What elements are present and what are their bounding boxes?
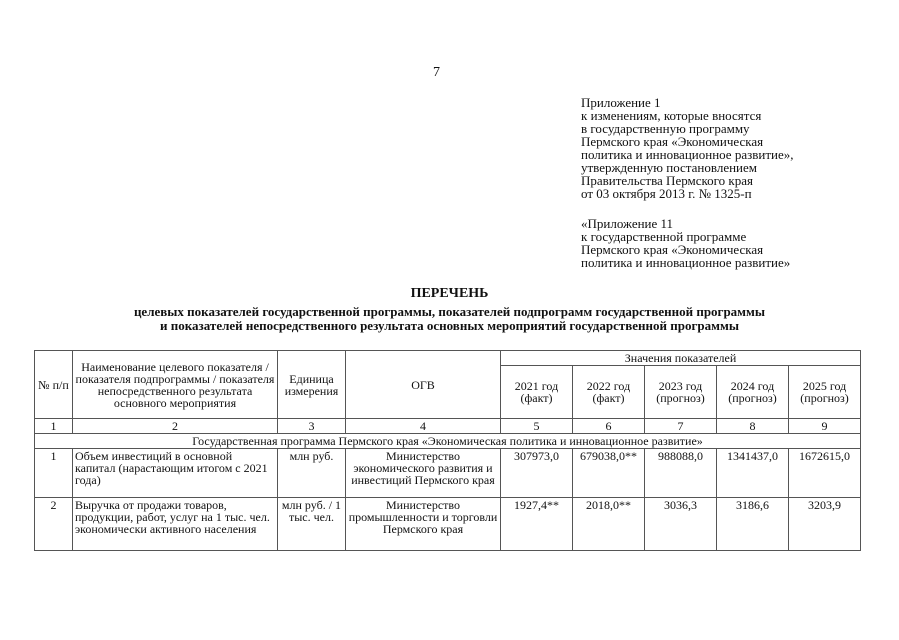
row-value: 3203,9 [789, 498, 861, 551]
table-row [35, 498, 861, 551]
row-value: 307973,0 [501, 449, 573, 498]
header-row [35, 351, 861, 366]
header-num: № п/п [35, 351, 73, 419]
row-name: Выручка от продажи товаров, продукции, работ, услуг на 1 тыс. чел. экономически активного населения [73, 498, 278, 551]
row-value: 679038,0** [573, 449, 645, 498]
appendix-line: утвержденную постановлением [581, 160, 758, 175]
appendix-line: Пермского края «Экономическая [581, 242, 764, 257]
row-value: 2018,0** [573, 498, 645, 551]
appendix-line: к изменениям, которые вносятся [581, 108, 762, 123]
subtitle-line: и показателей непосредственного результата основных мероприятий государственной программы [160, 318, 739, 333]
row-value: 988088,0 [645, 449, 717, 498]
appendix-1-note [581, 96, 794, 200]
appendix-line: к государственной программе [581, 229, 747, 244]
header-year: 2021 год (факт) [501, 366, 573, 419]
column-number: 6 [573, 419, 645, 434]
header-year: 2023 год (прогноз) [645, 366, 717, 419]
header-year: 2022 год (факт) [573, 366, 645, 419]
header-ogv: ОГВ [346, 351, 501, 419]
section-row [35, 434, 861, 449]
row-name: Объем инвестиций в основной капитал (нарастающим итогом с 2021 года) [73, 449, 278, 498]
column-number: 8 [717, 419, 789, 434]
row-unit: млн руб. [278, 449, 346, 498]
header-unit: Единица измерения [278, 351, 346, 419]
row-ogv: Министерство экономического развития и инвестиций Пермского края [346, 449, 501, 498]
page-number: 7 [433, 65, 440, 80]
appendix-line: политика и инновационное развитие» [581, 255, 791, 270]
appendix-line: Пермского края «Экономическая [581, 134, 764, 149]
appendix-line: «Приложение 11 [581, 216, 674, 231]
appendix-line: от 03 октября 2013 г. № 1325-п [581, 186, 752, 201]
section-title: Государственная программа Пермского края «Экономическая политика и инновационное развитие» [35, 434, 861, 449]
appendix-line: Правительства Пермского края [581, 173, 753, 188]
row-value: 3186,6 [717, 498, 789, 551]
header-values-group: Значения показателей [501, 351, 861, 366]
header-name: Наименование целевого показателя / показателя подпрограммы / показателя непосредственного результата основного мероприятия [73, 351, 278, 419]
row-unit: млн руб. / 1 тыс. чел. [278, 498, 346, 551]
document-title: ПЕРЕЧЕНЬ [410, 286, 489, 301]
column-number: 1 [35, 419, 73, 434]
table-row [35, 449, 861, 498]
column-number: 3 [278, 419, 346, 434]
appendix-line: в государственную программу [581, 121, 750, 136]
subtitle-line: целевых показателей государственной программы, показателей подпрограмм государственной программы [133, 304, 766, 319]
header-year: 2024 год (прогноз) [717, 366, 789, 419]
column-number: 9 [789, 419, 861, 434]
column-number: 4 [346, 419, 501, 434]
column-number-row [35, 419, 861, 434]
row-value: 1927,4** [501, 498, 573, 551]
column-number: 5 [501, 419, 573, 434]
row-value: 1672615,0 [789, 449, 861, 498]
row-value: 1341437,0 [717, 449, 789, 498]
column-number: 2 [73, 419, 278, 434]
row-num: 2 [35, 498, 73, 551]
indicators-table [34, 350, 861, 551]
document-subtitle [0, 305, 899, 333]
row-value: 3036,3 [645, 498, 717, 551]
header-year: 2025 год (прогноз) [789, 366, 861, 419]
row-ogv: Министерство промышленности и торговли Пермского края [346, 498, 501, 551]
appendix-line: политика и инновационное развитие», [581, 147, 794, 162]
appendix-11-note [581, 217, 790, 269]
appendix-line: Приложение 1 [581, 95, 661, 110]
row-num: 1 [35, 449, 73, 498]
column-number: 7 [645, 419, 717, 434]
